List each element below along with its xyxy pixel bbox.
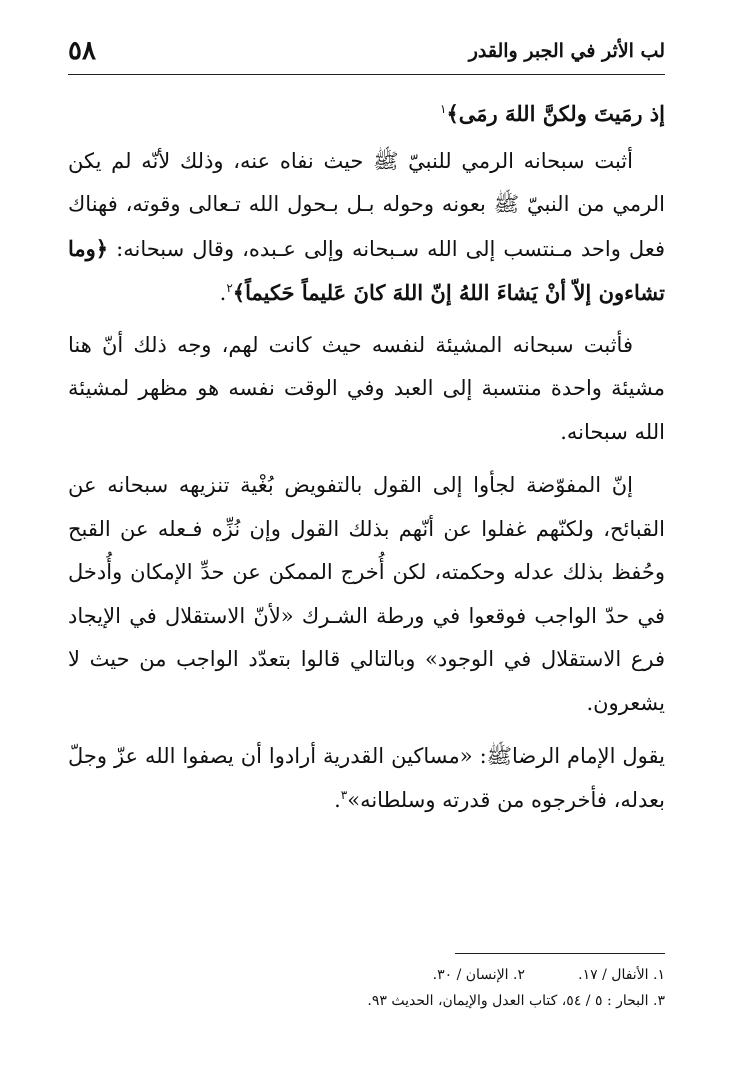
footnote-divider bbox=[455, 953, 665, 954]
footnote-row bbox=[68, 962, 665, 988]
footnote-1: ١. الأنفال / ١٧. bbox=[578, 967, 665, 983]
footnote-2: ٢. الإنسان / ٣٠. bbox=[432, 967, 525, 983]
paragraph-2: أثبت سبحانه الرمي للنبيّ ﷺ حيث نفاه عنه، وذلك لأنّه لم يكن الرمي من النبيّ ﷺ بعونه وحوله بـل بـحول الله تـعالى وقوته، فهناك فعل واحد مـنتسب إلى الله سـبحانه وإلى عـبده، وقال سبحانه: ﴿وما تشاءون إلاّ أنْ يَشاءَ اللهُ إنّ اللهَ كانَ عَليماً حَكيماً﴾$^٢$. bbox=[68, 148, 665, 305]
page-body bbox=[68, 92, 665, 822]
page-number: ٥٨ bbox=[68, 36, 96, 66]
running-title: لب الأثر في الجبر والقدر bbox=[468, 40, 665, 62]
paragraph-quran-verse bbox=[68, 92, 665, 136]
paragraph-4: إنّ المفوّضة لجأوا إلى القول بالتفويض بُغْية تنزيهه سبحانه عن القبائح، ولكنّهم غفلوا عن أنّهم بذلك القول وإن نُزِّه فـعله عن القبح وحُفظ بذلك عدله وحكمته، لكن أُخرج الممكن عن حدِّ الإمكان وأُدخل في حدّ الواجب فوقعوا في ورطة الشـرك «لأنّ الاستقلال في الإيجاد فرع الاستقلال في الوجود» وبالتالي قالوا بتعدّد الواجب من حيث لا يشعرون. bbox=[68, 473, 665, 715]
footnotes bbox=[68, 962, 665, 1014]
paragraph-5-text: يقول الإمام الرضاﷺ: «مساكين القدرية أرادوا أن يصفوا الله عزّ وجلّ بعدله، فأخرجوه من قدرته وسلطانه» bbox=[68, 744, 665, 812]
footnote-ref-2: ٢ bbox=[226, 281, 233, 295]
footnote-3: ٣. البحار : ٥ / ٥٤، كتاب العدل والإيمان، الحديث ٩٣. bbox=[367, 993, 665, 1009]
quran-quote: ﴿وما تشاءون إلاّ أنْ يَشاءَ اللهُ إنّ اللهَ كانَ عَليماً حَكيماً﴾ bbox=[68, 235, 665, 305]
paragraph-2-text: أثبت سبحانه الرمي للنبيّ ﷺ حيث نفاه عنه، وذلك لأنّه لم يكن الرمي من النبيّ ﷺ بعونه وحوله بـل بـحول الله تـعالى وقوته، فهناك فعل واحد مـنتسب إلى الله سـبحانه وإلى عـبده، وقال سبحانه: bbox=[68, 148, 665, 261]
paragraph-3: فأثبت سبحانه المشيئة لنفسه حيث كانت لهم، وجه ذلك أنّ هنا مشيئة واحدة منتسبة إلى العبد وفي الوقت نفسه هو مظهر لمشيئة الله سبحانه. bbox=[68, 332, 665, 444]
footnote-ref-1: ١ bbox=[440, 102, 447, 116]
quran-verse-text: إذ رمَيتَ ولكنَّ اللهَ رمَى﴾ bbox=[446, 101, 665, 126]
paragraph-5: يقول الإمام الرضاﷺ: «مساكين القدرية أرادوا أن يصفوا الله عزّ وجلّ بعدله، فأخرجوه من قدرته وسلطانه»$^٣$. bbox=[68, 744, 665, 812]
page-header bbox=[68, 28, 665, 75]
footnote-row bbox=[68, 988, 665, 1014]
footnote-ref-3: ٣ bbox=[340, 787, 348, 802]
